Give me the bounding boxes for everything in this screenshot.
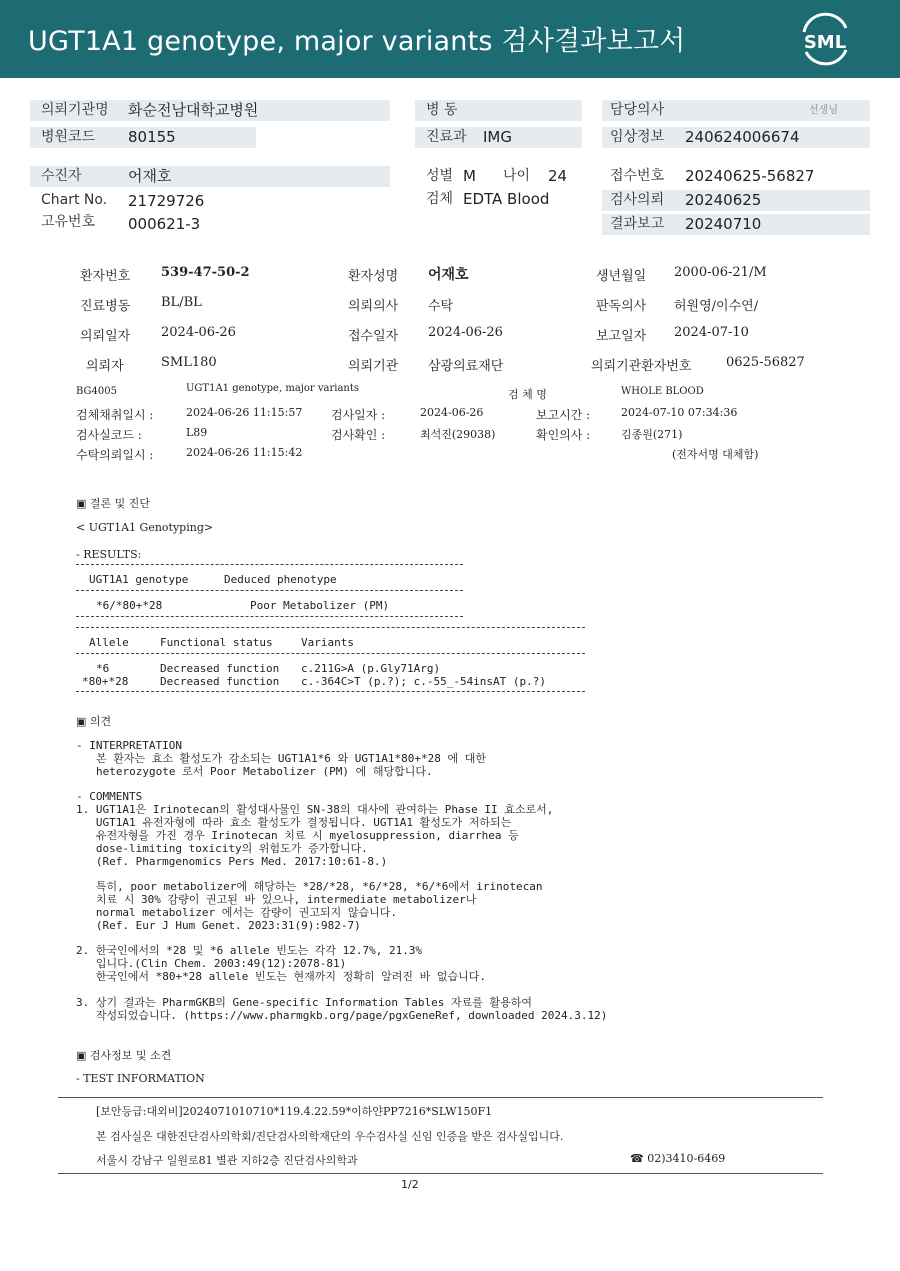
collect-value: 2024-06-26 11:15:57 xyxy=(186,406,303,419)
code-label: 병원코드 xyxy=(41,129,96,145)
security-line: [보안등급:대외비]2024071010710*119.4.22.59*이하얀PP7216*SLW150F1 xyxy=(96,1105,493,1118)
section-testinfo: ▣ 검사정보 및 소견 xyxy=(76,1049,172,1062)
name-value: 어재호 xyxy=(428,267,469,283)
col-status-header: Functional status xyxy=(160,636,273,649)
instno-value: 0625-56827 xyxy=(726,355,805,370)
unique-label: 고유번호 xyxy=(41,214,96,230)
dept-value: IMG xyxy=(483,128,512,146)
report-value: 20240710 xyxy=(685,215,762,233)
recv-value: 20240625-56827 xyxy=(685,167,815,185)
labcode-value: L89 xyxy=(186,426,208,439)
test-code: BG4005 xyxy=(76,386,117,397)
testinfo-label: - TEST INFORMATION xyxy=(76,1072,205,1085)
ward2-label: 진료병동 xyxy=(80,299,131,314)
specimen2-label: 검 체 명 xyxy=(508,388,547,401)
sex-label: 성별 xyxy=(426,168,454,184)
interpretation-line: 본 환자는 효소 활성도가 감소되는 UGT1A1*6 와 UGT1A1*80+*28 에 대한 xyxy=(96,752,486,765)
comment-line: 유전자형을 가진 경우 Irinotecan 치료 시 myelosuppression, diarrhea 등 xyxy=(76,829,519,842)
dob-value: 2000-06-21/M xyxy=(674,265,767,280)
comment-line: (Ref. Eur J Hum Genet. 2023:31(9):982-7) xyxy=(76,919,361,932)
comment-line: (Ref. Pharmgenomics Pers Med. 2017:10:61-8.) xyxy=(76,855,388,868)
recvdate-label: 접수일자 xyxy=(348,329,399,344)
col-allele-header: Allele xyxy=(89,636,129,649)
chart-value: 21729726 xyxy=(128,192,205,210)
section-opinion: ▣ 의견 xyxy=(76,715,112,728)
variant-status: Decreased function xyxy=(160,675,280,688)
age-label: 나이 xyxy=(503,168,531,184)
reporttime-label: 보고시간 : xyxy=(536,408,591,422)
footer-divider xyxy=(58,1097,823,1098)
col-variants-header: Variants xyxy=(301,636,354,649)
doc-value: 수탁 xyxy=(428,299,454,314)
section-conclusion: ▣ 결론 및 진단 xyxy=(76,497,151,510)
confdoc-value: 김종원(271) xyxy=(621,428,683,441)
doctor-label: 담당의사 xyxy=(610,102,665,118)
sex-value: M xyxy=(463,167,476,185)
phone-line: ☎ 02)3410-6469 xyxy=(630,1152,726,1165)
name-label: 환자성명 xyxy=(348,269,399,284)
sml-logo xyxy=(796,12,854,66)
report-title: UGT1A1 genotype, major variants 검사결과보고서 xyxy=(28,26,686,57)
variant-allele: *80+*28 xyxy=(82,675,129,688)
confirm-label: 검사확인 : xyxy=(331,428,386,442)
pid-label: 환자번호 xyxy=(80,269,131,284)
dob-label: 생년월일 xyxy=(596,269,647,284)
doctor-value: 선생님 xyxy=(809,105,838,116)
inst-value: 화순전남대학교병원 xyxy=(128,101,259,119)
dept-label: 진료과 xyxy=(426,129,467,145)
address-line: 서울시 강남구 일원로81 별관 지하2층 진단검사의학과 xyxy=(96,1154,358,1167)
divider xyxy=(76,590,463,591)
reader-label: 판독의사 xyxy=(596,299,647,314)
inst-label: 의뢰기관명 xyxy=(41,102,109,118)
clinical-value: 240624006674 xyxy=(685,128,800,146)
reader-value: 허원영/이수연/ xyxy=(674,299,759,314)
comment-line: 치료 시 30% 감량이 권고된 바 있으나, intermediate metabolizer나 xyxy=(76,893,477,906)
specimen-value: EDTA Blood xyxy=(463,190,550,208)
phenotype-value: Poor Metabolizer (PM) xyxy=(250,599,390,612)
comments-label: - COMMENTS xyxy=(76,790,143,803)
repdate-label: 보고일자 xyxy=(596,329,647,344)
interpretation-label: - INTERPRETATION xyxy=(76,739,182,752)
comment-line: 입니다.(Clin Chem. 2003:49(12):2078-81) xyxy=(76,957,347,970)
reqdate-label: 의뢰일자 xyxy=(80,329,131,344)
comment-line: 한국인에서 *80+*28 allele 빈도는 현재까지 정확히 알려진 바 없습니다. xyxy=(76,970,486,983)
specimen2-value: WHOLE BLOOD xyxy=(621,386,704,397)
test-name: UGT1A1 genotype, major variants xyxy=(186,383,360,394)
req-label: 검사의뢰 xyxy=(610,192,665,208)
variant-hgvs: c.-364C>T (p.?); c.-55_-54insAT (p.?) xyxy=(301,675,547,688)
comment-line: dose-limiting toxicity의 위험도가 증가합니다. xyxy=(76,842,368,855)
logo-text: SML xyxy=(803,32,847,53)
chart-label: Chart No. xyxy=(41,192,108,208)
reqdate-value: 2024-06-26 xyxy=(161,325,236,340)
clinical-label: 임상정보 xyxy=(610,129,665,145)
page-number: 1/2 xyxy=(401,1178,419,1191)
confirm-value: 최석진(29038) xyxy=(420,428,496,441)
esign-note: (전자서명 대체함) xyxy=(672,448,759,461)
cert-line: 본 검사실은 대한진단검사의학회/진단검사의학재단의 우수검사실 신임 인증을 받은 검사실입니다. xyxy=(96,1130,564,1143)
patient-label: 수진자 xyxy=(41,168,82,184)
comment-line: 1. UGT1A1은 Irinotecan의 활성대사물인 SN-38의 대사에 관여하는 Phase II 효소로서, xyxy=(76,803,554,816)
comment-line: 2. 한국인에서의 *28 및 *6 allele 빈도는 각각 12.7%, 21.3% xyxy=(76,944,423,957)
patient-value: 어재호 xyxy=(128,167,172,185)
divider xyxy=(76,627,585,628)
comment-line: 특히, poor metabolizer에 해당하는 *28/*28, *6/*28, *6/*6에서 irinotecan xyxy=(76,880,543,893)
divider xyxy=(76,653,585,654)
comment-line: 작성되었습니다. (https://www.pharmgkb.org/page/pgxGeneRef, downloaded 2024.3.12) xyxy=(76,1009,608,1022)
variant-hgvs: c.211G>A (p.Gly71Arg) xyxy=(301,662,441,675)
variant-status: Decreased function xyxy=(160,662,280,675)
req-value: 20240625 xyxy=(685,191,762,209)
interpretation-line: heterozygote 로서 Poor Metabolizer (PM) 에 해당합니다. xyxy=(96,765,433,778)
genotyping-subtitle: < UGT1A1 Genotyping> xyxy=(76,521,214,534)
requester-value: SML180 xyxy=(161,355,217,370)
repdate-value: 2024-07-10 xyxy=(674,325,749,340)
genotype-value: *6/*80+*28 xyxy=(96,599,163,612)
patient-row xyxy=(30,166,390,187)
recvdate-value: 2024-06-26 xyxy=(428,325,503,340)
code-value: 80155 xyxy=(128,128,176,146)
confdoc-label: 확인의사 : xyxy=(536,428,591,442)
collect-label: 검체채취일시 : xyxy=(76,408,154,422)
pid-value: 539-47-50-2 xyxy=(161,265,250,280)
report-label: 결과보고 xyxy=(610,216,665,232)
col-phenotype-header: Deduced phenotype xyxy=(224,573,337,586)
footer-divider xyxy=(58,1173,823,1174)
unique-value: 000621-3 xyxy=(128,215,201,233)
results-label: - RESULTS: xyxy=(76,548,142,561)
comment-line: normal metabolizer 에서는 감량이 권고되지 않습니다. xyxy=(76,906,397,919)
divider xyxy=(76,564,463,565)
reqinst-value: 삼광의료재단 xyxy=(428,359,504,374)
doc-label: 의뢰의사 xyxy=(348,299,399,314)
comment-line: UGT1A1 유전자형에 따라 효소 활성도가 결정됩니다. UGT1A1 활성도가 저하되는 xyxy=(76,816,512,829)
recv-label: 접수번호 xyxy=(610,168,665,184)
requester-label: 의뢰자 xyxy=(86,359,124,374)
testdate-value: 2024-06-26 xyxy=(420,406,484,419)
outsource-label: 수탁의뢰일시 : xyxy=(76,448,154,462)
reqinst-label: 의뢰기관 xyxy=(348,359,399,374)
ward2-value: BL/BL xyxy=(161,295,202,310)
variant-allele: *6 xyxy=(96,662,110,675)
divider xyxy=(76,616,463,617)
reporttime-value: 2024-07-10 07:34:36 xyxy=(621,406,738,419)
report-header xyxy=(0,0,900,78)
comment-line: 3. 상기 결과는 PharmGKB의 Gene-specific Information Tables 자료를 활용하여 xyxy=(76,996,533,1009)
age-value: 24 xyxy=(548,167,568,185)
ward-label: 병 동 xyxy=(426,102,458,118)
outsource-value: 2024-06-26 11:15:42 xyxy=(186,446,303,459)
divider xyxy=(76,691,585,692)
col-genotype-header: UGT1A1 genotype xyxy=(89,573,189,586)
labcode-label: 검사실코드 : xyxy=(76,428,142,442)
instno-label: 의뢰기관환자번호 xyxy=(591,359,692,374)
testdate-label: 검사일자 : xyxy=(331,408,386,422)
specimen-label: 검체 xyxy=(426,191,454,207)
